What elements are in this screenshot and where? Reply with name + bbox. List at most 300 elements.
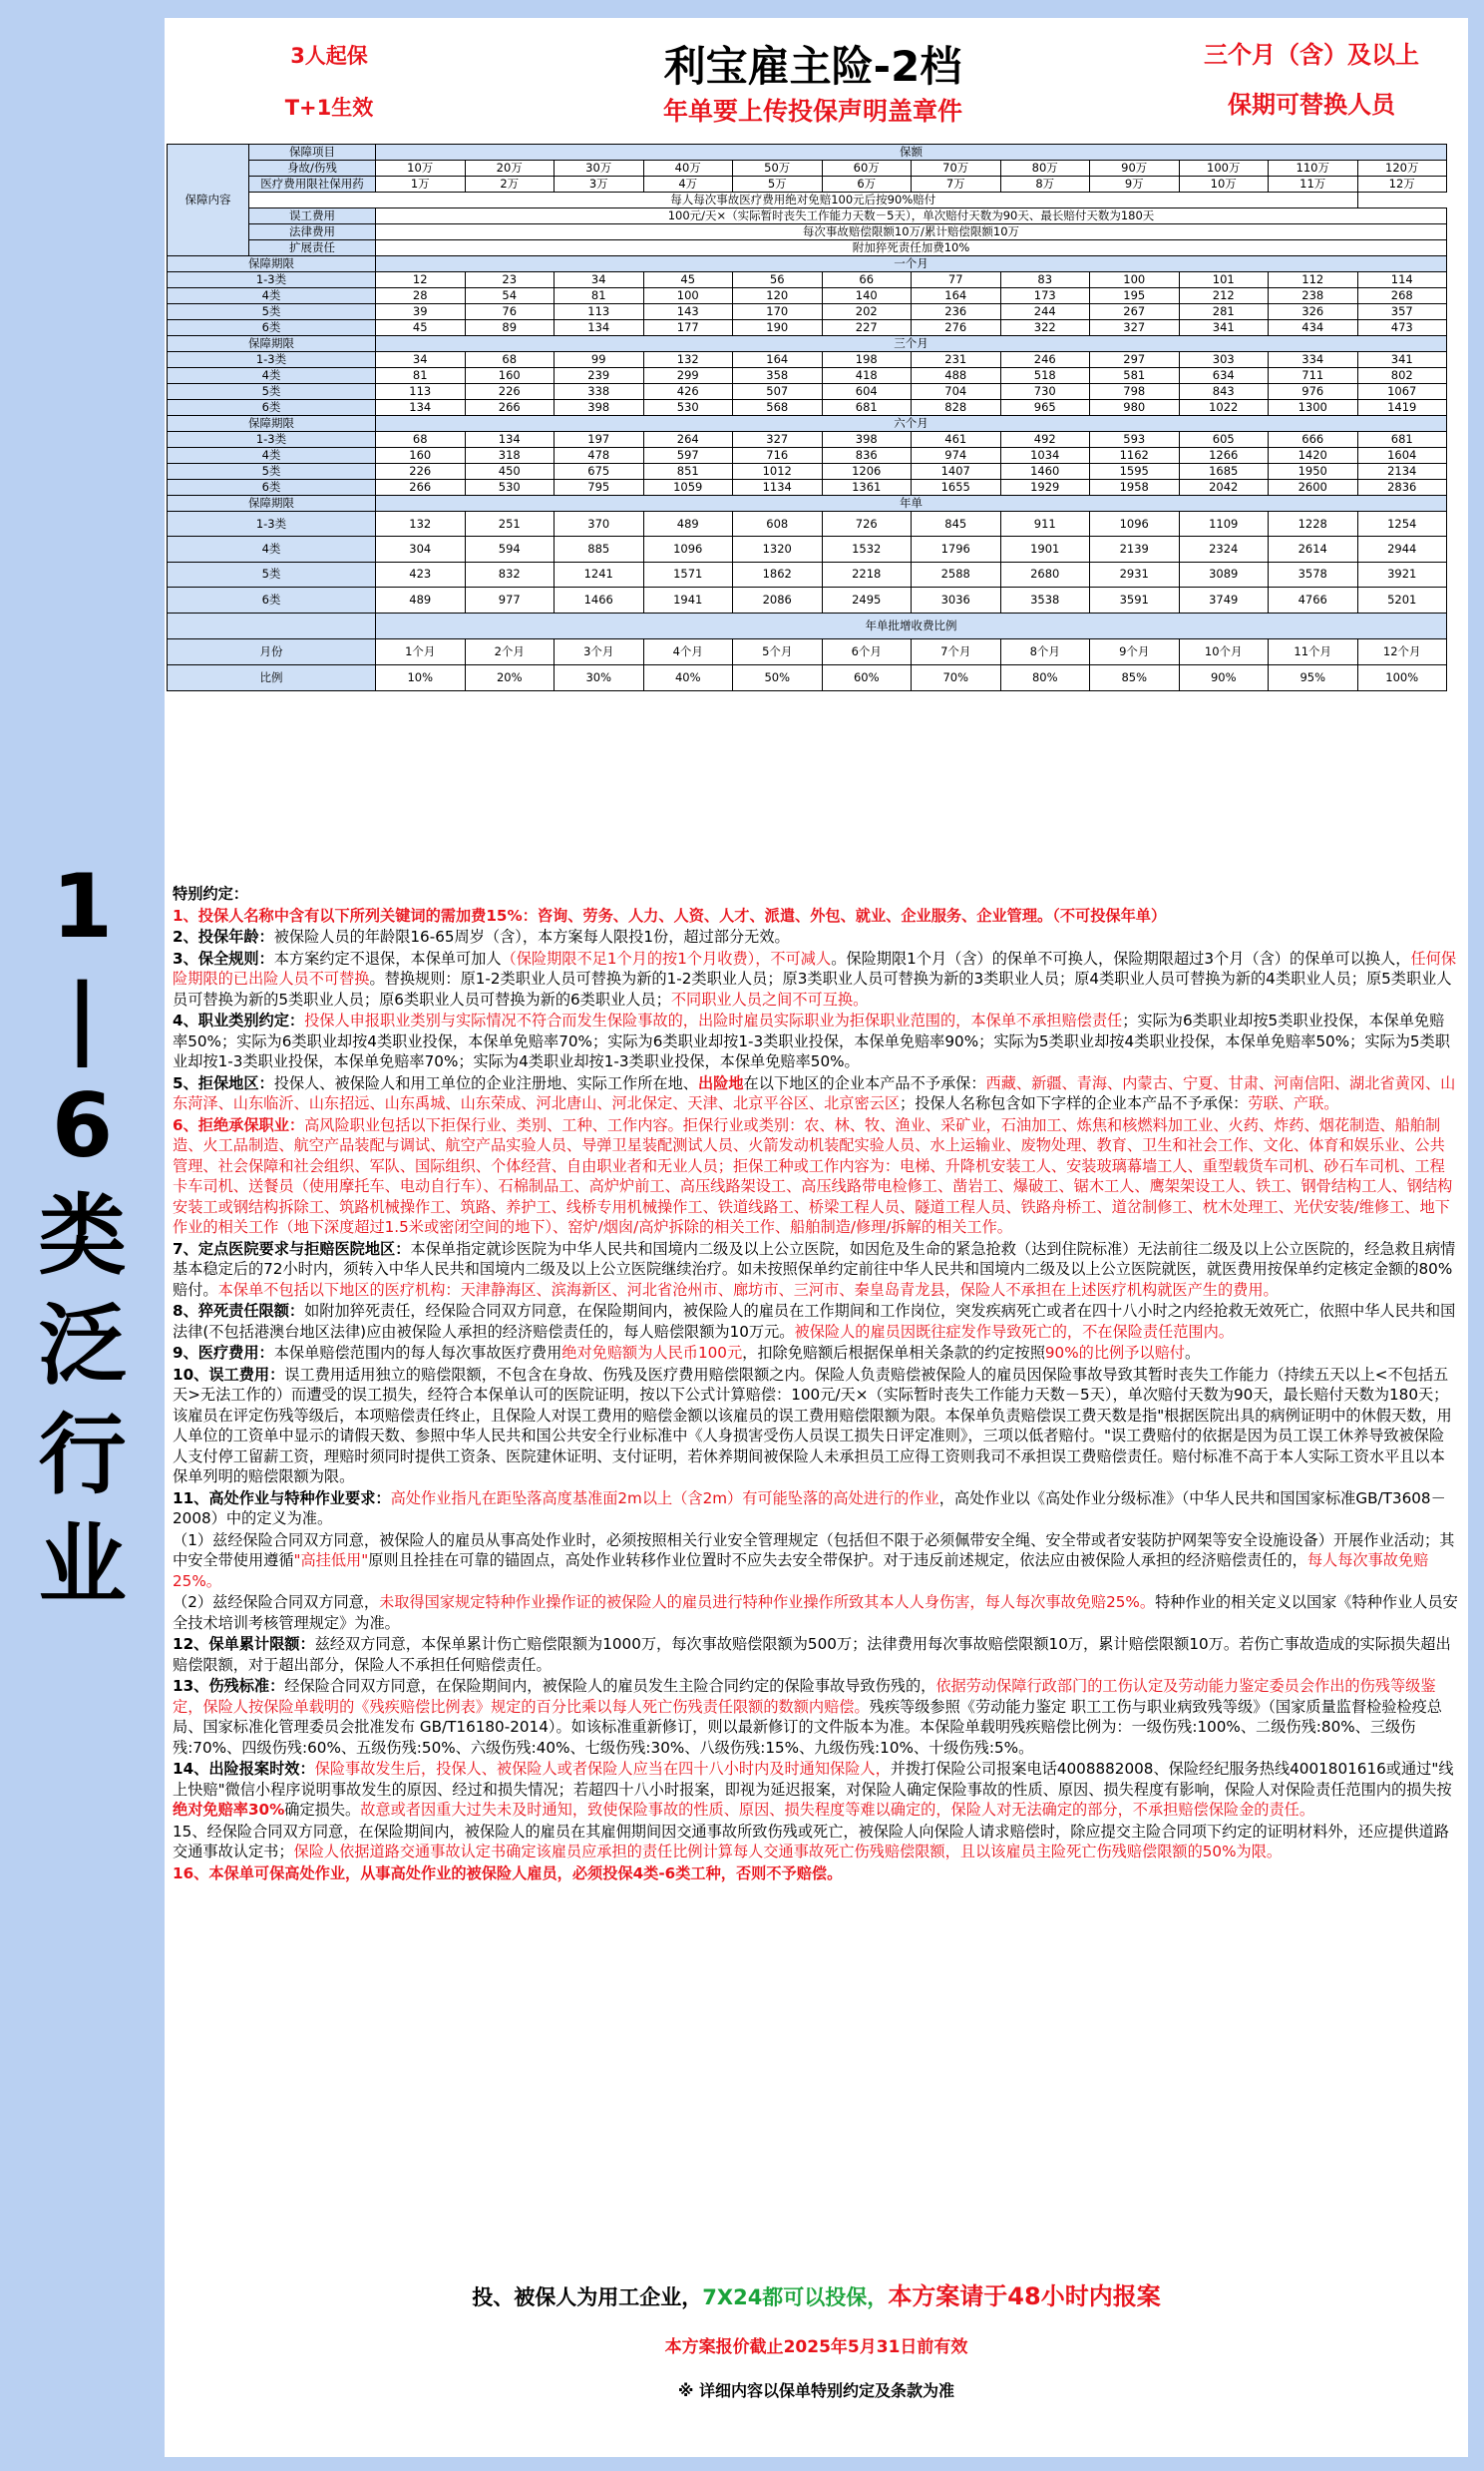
premium-cell: 276 [912, 320, 1001, 336]
premium-cell: 226 [376, 464, 466, 480]
premium-row [168, 272, 1447, 288]
premium-cell: 76 [465, 304, 555, 320]
premium-cell: 2139 [1090, 537, 1180, 562]
premium-cell: 177 [643, 320, 733, 336]
note-8: 8、猝死责任限额：如附加猝死责任，经保险合同双方同意，在保险期间内，被保险人的雇员在工作期间和工作岗位，突发疾病死亡或者在四十八小时之内经抢救无效死亡，依照中华人民共和国法律(不包括港澳台地区法律)应由被保险人承担的经济赔偿责任的，每人赔偿限额为10万元。被保险人的雇员因既往症发作导致死亡的，不在保险责任范围内。 [173, 1302, 1456, 1341]
premium-cell: 2495 [822, 588, 912, 613]
premium-cell: 1466 [555, 588, 644, 613]
premium-cell: 2218 [822, 562, 912, 587]
table-cell: 100元/天×（实际暂时丧失工作能力天数－5天），单次赔付天数为90天、最长赔付天数为180天 [376, 208, 1447, 224]
page-subtitle: 年单要上传投保声明盖章件 [662, 97, 962, 126]
side-title-char: 1 [51, 854, 114, 958]
header-right-notes [1162, 30, 1461, 130]
table-cell: 12万 [1357, 177, 1447, 193]
premium-row [168, 304, 1447, 320]
premium-cell: 2680 [1000, 562, 1090, 587]
premium-cell: 1460 [1000, 464, 1090, 480]
premium-cell: 357 [1357, 304, 1447, 320]
premium-cell: 227 [822, 320, 912, 336]
premium-cell: 704 [912, 384, 1001, 400]
premium-cell: 450 [465, 464, 555, 480]
premium-row [168, 448, 1447, 464]
premium-cell: 160 [465, 368, 555, 384]
premium-cell: 322 [1000, 320, 1090, 336]
premium-cell: 4766 [1269, 588, 1358, 613]
premium-cell: 711 [1269, 368, 1358, 384]
premium-cell: 304 [376, 537, 466, 562]
row-label: 扩展责任 [249, 240, 376, 256]
premium-cell: 798 [1090, 384, 1180, 400]
premium-cell: 160 [376, 448, 466, 464]
premium-cell: 112 [1269, 272, 1358, 288]
occupation-class: 1-3类 [168, 352, 376, 368]
month-cell: 6个月 [822, 638, 912, 664]
premium-cell: 202 [822, 304, 912, 320]
premium-cell: 113 [376, 384, 466, 400]
premium-cell: 604 [822, 384, 912, 400]
ratio-cell: 85% [1090, 664, 1180, 690]
premium-row [168, 537, 1447, 562]
premium-cell: 2836 [1357, 480, 1447, 496]
header-left-notes [254, 30, 404, 134]
premium-cell: 281 [1179, 304, 1269, 320]
premium-cell: 3538 [1000, 588, 1090, 613]
premium-cell: 68 [376, 432, 466, 448]
premium-cell: 3578 [1269, 562, 1358, 587]
sheet-header [165, 18, 1468, 146]
premium-cell: 1067 [1357, 384, 1447, 400]
premium-cell: 681 [822, 400, 912, 416]
premium-cell: 1604 [1357, 448, 1447, 464]
premium-cell: 398 [822, 432, 912, 448]
premium-cell: 236 [912, 304, 1001, 320]
note-10: 10、误工费用：误工费用适用独立的赔偿限额，不包含在身故、伤残及医疗费用赔偿限额之内。保险人负责赔偿被保险人的雇员因保险事故导致其暂时丧失工作能力（持续五天以上<不包括五天>无法工作的）而遭受的误工损失，经符合本保单认可的医院证明，按以下公式计算赔偿：100元/天×（实际暂时丧失工作能力天数－5天），单次赔付天数为90天，最长赔付天数为180天；该雇员在评定伤残等级后，本项赔偿责任终止，且保险人对误工费用的赔偿金额以该雇员的误工费用赔偿限额为限。本保单负责赔偿误工费天数是指"根据医院出具的病例证明中的休假天数，用人单位的工资单中显示的请假天数、参照中华人民共和国公共安全行业标准中《人身损害受伤人员误工损失日评定准则》，三项以低者赔付。"误工费赔付的依据是因为员工误工休养导致被保险人支付停工留薪工资，理赔时须同时提供工资条、医院建休证明、支付证明，若休养期间被保险人未承担员工应得工资则我司不承担误工费赔偿责任。赔付标准不高于本人实际工资水平且以本保单列明的赔偿限额为限。 [173, 1365, 1452, 1485]
premium-cell: 1096 [1090, 512, 1180, 537]
premium-cell: 1901 [1000, 537, 1090, 562]
premium-cell: 83 [1000, 272, 1090, 288]
premium-cell: 68 [465, 352, 555, 368]
ratio-row [168, 664, 1447, 690]
table-row [168, 193, 1447, 208]
occupation-class: 5类 [168, 562, 376, 587]
premium-cell: 1254 [1357, 512, 1447, 537]
table-cell: 8万 [1000, 177, 1090, 193]
premium-cell: 268 [1357, 288, 1447, 304]
month-cell: 3个月 [555, 638, 644, 664]
premium-row [168, 588, 1447, 613]
premium-cell: 1407 [912, 464, 1001, 480]
table-cell: 9万 [1090, 177, 1180, 193]
occupation-class: 5类 [168, 304, 376, 320]
ratio-label: 比例 [168, 664, 376, 690]
month-cell: 8个月 [1000, 638, 1090, 664]
period-label: 保障期限 [168, 416, 376, 432]
premium-cell: 318 [465, 448, 555, 464]
premium-row [168, 384, 1447, 400]
premium-cell: 1206 [822, 464, 912, 480]
table-cell: 70万 [912, 161, 1001, 177]
premium-row [168, 432, 1447, 448]
premium-cell: 568 [733, 400, 823, 416]
premium-cell: 1862 [733, 562, 823, 587]
premium-cell: 398 [555, 400, 644, 416]
premium-cell: 56 [733, 272, 823, 288]
table-cell: 100万 [1179, 161, 1269, 177]
premium-cell: 34 [376, 352, 466, 368]
note-11-2: （2）兹经保险合同双方同意，未取得国家规定特种作业操作证的被保险人的雇员进行特种作业操作所致其本人人身伤害，每人每次事故免赔25%。特种作业的相关定义以国家《特种作业人员安全技术培训考核管理规定》为准。 [173, 1593, 1458, 1632]
occupation-class: 4类 [168, 368, 376, 384]
premium-cell: 1655 [912, 480, 1001, 496]
side-title-char: 类 [38, 1183, 127, 1287]
month-cell: 5个月 [733, 638, 823, 664]
sum-header: 保额 [376, 145, 1447, 161]
premium-cell: 795 [555, 480, 644, 496]
premium-cell: 885 [555, 537, 644, 562]
premium-cell: 716 [733, 448, 823, 464]
premium-cell: 1162 [1090, 448, 1180, 464]
table-cell: 2万 [465, 177, 555, 193]
premium-cell: 1571 [643, 562, 733, 587]
table-cell: 4万 [643, 177, 733, 193]
premium-cell: 2086 [733, 588, 823, 613]
premium-cell: 1532 [822, 537, 912, 562]
premium-cell: 2931 [1090, 562, 1180, 587]
premium-cell: 334 [1269, 352, 1358, 368]
premium-cell: 911 [1000, 512, 1090, 537]
ratio-cell: 100% [1357, 664, 1447, 690]
premium-cell: 238 [1269, 288, 1358, 304]
premium-cell: 12 [376, 272, 466, 288]
note-5: 5、拒保地区：投保人、被保险人和用工单位的企业注册地、实际工作所在地、出险地在以下地区的企业本产品不予承保：西藏、新疆、青海、内蒙古、宁夏、甘肃、河南信阳、湖北省黄冈、山东菏泽、山东临沂、山东招远、山东禹城、山东荣成、河北唐山、河北保定、天津、北京平谷区、北京密云区；投保人名称包含如下字样的企业本产品不予承保：劳联、产联。 [173, 1073, 1456, 1112]
premium-cell: 851 [643, 464, 733, 480]
month-cell: 7个月 [912, 638, 1001, 664]
table-row [168, 145, 1447, 161]
side-title-char: | [66, 964, 99, 1067]
premium-cell: 1950 [1269, 464, 1358, 480]
premium-row [168, 480, 1447, 496]
table-cell: 每人每次事故医疗费用绝对免赔100元后按90%赔付 [249, 193, 1358, 208]
side-title-char: 业 [38, 1512, 127, 1616]
premium-cell: 1958 [1090, 480, 1180, 496]
premium-cell: 608 [733, 512, 823, 537]
month-cell: 1个月 [376, 638, 466, 664]
premium-cell: 473 [1357, 320, 1447, 336]
premium-cell: 730 [1000, 384, 1090, 400]
premium-cell: 594 [465, 537, 555, 562]
period-header-row [168, 336, 1447, 352]
min-insured-note: 3人起保 [290, 44, 368, 68]
premium-cell: 54 [465, 288, 555, 304]
table-row [168, 208, 1447, 224]
premium-cell: 681 [1357, 432, 1447, 448]
premium-cell: 1929 [1000, 480, 1090, 496]
premium-cell: 244 [1000, 304, 1090, 320]
premium-cell: 2134 [1357, 464, 1447, 480]
premium-cell: 976 [1269, 384, 1358, 400]
occupation-class: 1-3类 [168, 432, 376, 448]
ratio-title-row [168, 613, 1447, 638]
premium-cell: 297 [1090, 352, 1180, 368]
period-header-row [168, 496, 1447, 512]
premium-row [168, 352, 1447, 368]
premium-cell: 726 [822, 512, 912, 537]
premium-cell: 605 [1179, 432, 1269, 448]
row-label: 医疗费用限社保用药 [249, 177, 376, 193]
premium-cell: 338 [555, 384, 644, 400]
premium-cell: 518 [1000, 368, 1090, 384]
premium-cell: 489 [643, 512, 733, 537]
table-cell: 11万 [1269, 177, 1358, 193]
premium-cell: 101 [1179, 272, 1269, 288]
ratio-cell: 80% [1000, 664, 1090, 690]
premium-cell: 164 [912, 288, 1001, 304]
ratio-cell: 50% [733, 664, 823, 690]
special-agreements [173, 884, 1459, 1884]
premium-cell: 488 [912, 368, 1001, 384]
premium-cell: 3089 [1179, 562, 1269, 587]
occupation-class: 5类 [168, 464, 376, 480]
premium-cell: 965 [1000, 400, 1090, 416]
note-1: 1、投保人名称中含有以下所列关键词的需加费15%：咨询、劳务、人力、人资、人才、派遣、外包、就业、企业服务、企业管理。（不可投保年单） [173, 906, 1167, 925]
premium-cell: 2042 [1179, 480, 1269, 496]
ratio-cell: 70% [912, 664, 1001, 690]
premium-cell: 1059 [643, 480, 733, 496]
table-cell: 10万 [1179, 177, 1269, 193]
premium-cell: 45 [643, 272, 733, 288]
occupation-class: 6类 [168, 588, 376, 613]
premium-cell: 581 [1090, 368, 1180, 384]
premium-cell: 66 [822, 272, 912, 288]
premium-table [167, 144, 1447, 691]
premium-cell: 134 [465, 432, 555, 448]
table-cell: 40万 [643, 161, 733, 177]
note-16: 16、本保单可保高处作业，从事高处作业的被保险人雇员，必须投保4类-6类工种，否则不予赔偿。 [173, 1863, 843, 1882]
period-label: 保障期限 [168, 496, 376, 512]
premium-row [168, 464, 1447, 480]
premium-cell: 980 [1090, 400, 1180, 416]
period-header-row [168, 416, 1447, 432]
premium-cell: 802 [1357, 368, 1447, 384]
premium-cell: 99 [555, 352, 644, 368]
table-row [168, 161, 1447, 177]
occupation-class: 4类 [168, 448, 376, 464]
premium-cell: 1419 [1357, 400, 1447, 416]
premium-cell: 5201 [1357, 588, 1447, 613]
premium-cell: 267 [1090, 304, 1180, 320]
note-11-1: （1）兹经保险合同双方同意，被保险人的雇员从事高处作业时，必须按照相关行业安全管理规定（包括但不限于必须佩带安全绳、安全带或者安装防护网架等安全设施设备）开展作业活动；其中安全带使用遵循"高挂低用"原则且拴挂在可靠的锚固点，高处作业转移作业位置时不应失去安全带保护。对于违反前述规定，依法应由被保险人承担的经济赔偿责任的，每人每次事故免赔25%。 [173, 1530, 1455, 1590]
effective-date-note: T+1生效 [284, 96, 374, 120]
premium-cell: 341 [1179, 320, 1269, 336]
premium-cell: 666 [1269, 432, 1358, 448]
ratio-cell: 30% [555, 664, 644, 690]
table-cell: 80万 [1000, 161, 1090, 177]
premium-cell: 489 [376, 588, 466, 613]
premium-cell: 1300 [1269, 400, 1358, 416]
premium-cell: 3591 [1090, 588, 1180, 613]
premium-row [168, 320, 1447, 336]
table-cell: 5万 [733, 177, 823, 193]
premium-cell: 426 [643, 384, 733, 400]
premium-cell: 134 [555, 320, 644, 336]
premium-cell: 120 [733, 288, 823, 304]
note-12: 12、保单累计限额：兹经双方同意，本保单累计伤亡赔偿限额为1000万，每次事故赔偿限额为500万；法律费用每次事故赔偿限额10万，累计赔偿限额10万。若伤亡事故造成的实际损失超出赔偿限额，对于超出部分，保险人不承担任何赔偿责任。 [173, 1635, 1451, 1674]
premium-cell: 1096 [643, 537, 733, 562]
month-cell: 4个月 [643, 638, 733, 664]
table-cell: 1万 [376, 177, 466, 193]
table-cell: 10万 [376, 161, 466, 177]
ratio-cell: 95% [1269, 664, 1358, 690]
header-center [563, 40, 1062, 130]
premium-cell: 197 [555, 432, 644, 448]
premium-cell: 134 [376, 400, 466, 416]
premium-row [168, 512, 1447, 537]
premium-cell: 1685 [1179, 464, 1269, 480]
premium-cell: 226 [465, 384, 555, 400]
period-name: 一个月 [376, 256, 1447, 272]
table-cell: 每次事故赔偿限额10万/累计赔偿限额10万 [376, 224, 1447, 240]
premium-cell: 832 [465, 562, 555, 587]
occupation-class: 4类 [168, 288, 376, 304]
table-cell: 120万 [1357, 161, 1447, 177]
premium-cell: 114 [1357, 272, 1447, 288]
ratio-cell: 40% [643, 664, 733, 690]
premium-cell: 45 [376, 320, 466, 336]
replace-staff-note: 保期可替换人员 [1228, 91, 1395, 119]
footer-disclaimer: ※ 详细内容以保单特别约定及条款为准 [677, 2381, 955, 2400]
side-title-char: 6 [51, 1073, 114, 1177]
note-9: 9、医疗费用：本保单赔偿范围内的每人每次事故医疗费用绝对免赔额为人民币100元，扣除免赔额后根据保单相关条款的约定按照90%的比例予以赔付。 [173, 1344, 1201, 1362]
premium-row [168, 562, 1447, 587]
premium-cell: 170 [733, 304, 823, 320]
occupation-class: 6类 [168, 400, 376, 416]
period-name: 三个月 [376, 336, 1447, 352]
months-row [168, 638, 1447, 664]
occupation-class: 6类 [168, 480, 376, 496]
ratio-cell: 90% [1179, 664, 1269, 690]
occupation-class: 1-3类 [168, 272, 376, 288]
table-cell: 90万 [1090, 161, 1180, 177]
note-4: 4、职业类别约定：投保人申报职业类别与实际情况不符合而发生保险事故的，出险时雇员实际职业为拒保职业范围的，本保单不承担赔偿责任；实际为6类职业却按5类职业投保，本保单免赔率50%；实际为6类职业却按4类职业投保，本保单免赔率70%；实际为6类职业却按1-3类职业投保，本保单免赔率90%；实际为5类职业却按4类职业投保，本保单免赔率50%；实际为5类职业却按1-3类职业投保，本保单免赔率70%；实际为4类职业却按1-3类职业投保，本保单免赔率50%。 [173, 1012, 1450, 1070]
premium-cell: 299 [643, 368, 733, 384]
premium-cell: 132 [643, 352, 733, 368]
occupation-class: 5类 [168, 384, 376, 400]
premium-cell: 326 [1269, 304, 1358, 320]
occupation-class: 6类 [168, 320, 376, 336]
row-label: 误工费用 [249, 208, 376, 224]
premium-cell: 478 [555, 448, 644, 464]
premium-cell: 246 [1000, 352, 1090, 368]
premium-cell: 190 [733, 320, 823, 336]
side-title-char: 泛 [38, 1293, 127, 1397]
premium-cell: 2600 [1269, 480, 1358, 496]
premium-cell: 3921 [1357, 562, 1447, 587]
premium-cell: 239 [555, 368, 644, 384]
table-row [168, 240, 1447, 256]
premium-cell: 2588 [912, 562, 1001, 587]
premium-cell: 2614 [1269, 537, 1358, 562]
period-label: 保障期限 [168, 256, 376, 272]
premium-cell: 843 [1179, 384, 1269, 400]
premium-cell: 492 [1000, 432, 1090, 448]
premium-cell: 251 [465, 512, 555, 537]
premium-cell: 434 [1269, 320, 1358, 336]
premium-cell: 2324 [1179, 537, 1269, 562]
premium-cell: 845 [912, 512, 1001, 537]
table-row [168, 224, 1447, 240]
side-vertical-title [0, 0, 165, 2471]
blank-cell [168, 613, 376, 638]
ratio-cell: 20% [465, 664, 555, 690]
occupation-class: 4类 [168, 537, 376, 562]
premium-row [168, 368, 1447, 384]
premium-cell: 461 [912, 432, 1001, 448]
footer-validity: 本方案报价截止2025年5月31日前有效 [664, 2337, 968, 2357]
period-name: 年单 [376, 496, 1447, 512]
premium-cell: 530 [465, 480, 555, 496]
note-15: 15、经保险合同双方同意，在保险期间内，被保险人的雇员在其雇佣期间因交通事故所致伤残或死亡，被保险人向保险人请求赔偿时，除应提交主险合同项下约定的证明材料外，还应提供道路交通事故认定书；保险人依据道路交通事故认定书确定该雇员应承担的责任比例计算每人交通事故死亡伤残赔偿限额，且以该雇员主险死亡伤残赔偿限额的50%为限。 [173, 1822, 1449, 1860]
note-2: 2、投保年龄：被保险人员的年龄限16-65周岁（含），本方案每人限投1份，超过部分无效。 [173, 928, 790, 946]
block-label: 保障内容 [168, 145, 249, 256]
premium-row [168, 400, 1447, 416]
premium-cell: 370 [555, 512, 644, 537]
premium-cell: 212 [1179, 288, 1269, 304]
month-cell: 2个月 [465, 638, 555, 664]
premium-cell: 1266 [1179, 448, 1269, 464]
premium-cell: 593 [1090, 432, 1180, 448]
premium-cell: 634 [1179, 368, 1269, 384]
premium-cell: 143 [643, 304, 733, 320]
premium-cell: 100 [643, 288, 733, 304]
premium-cell: 828 [912, 400, 1001, 416]
premium-cell: 1320 [733, 537, 823, 562]
table-cell: 7万 [912, 177, 1001, 193]
note-7: 7、定点医院要求与拒赔医院地区：本保单指定就诊医院为中华人民共和国境内二级及以上公立医院，如因危及生命的紧急抢救（达到住院标准）无法前往二级及以上公立医院的，经急救且病情基本稳定后的72小时内，须转入中华人民共和国境内二级及以上公立医院继续治疗。如未按照保单约定前往中华人民共和国境内二级及以上公立医院就医，就医费用按保单约定核定金额的80%赔付。本保单不包括以下地区的医疗机构：天津静海区、滨海新区、河北省沧州市、廊坊市、三河市、秦皇岛青龙县，保险人不承担在上述医疗机构就医产生的费用。 [173, 1239, 1456, 1299]
premium-cell: 974 [912, 448, 1001, 464]
premium-cell: 23 [465, 272, 555, 288]
table-row [168, 177, 1447, 193]
footer [165, 2272, 1468, 2413]
premium-cell: 358 [733, 368, 823, 384]
month-cell: 10个月 [1179, 638, 1269, 664]
premium-cell: 675 [555, 464, 644, 480]
month-cell: 12个月 [1357, 638, 1447, 664]
side-title-char: 行 [38, 1403, 127, 1506]
premium-cell: 164 [733, 352, 823, 368]
premium-cell: 89 [465, 320, 555, 336]
note-6: 6、拒绝承保职业：高风险职业包括以下拒保行业、类别、工种、工作内容。拒保行业或类别：农、林、牧、渔业、采矿业，石油加工、炼焦和核燃料加工业、火药、炸药、烟花制造、船舶制造、火工品制造、航空产品装配与调试、航空产品实验人员、导弹卫星装配测试人员、火箭发动机装配实验人员、水上运输业、废物处理、教育、卫生和社会工作、文化、体育和娱乐业、公共管理、社会保障和社会组织、军队、国际组织、个体经营、自由职业者和无业人员；拒保工种或工作内容为：电梯、升降机安装工人、安装玻璃幕墙工人、重型载货车司机、砂石车司机、工程卡车司机、送餐员（使用摩托车、电动自行车）、石棉制品工、高炉炉前工、高压线路架设工、高压线路带电检修工、凿岩工、爆破工、锯木工人、鹰架架设工人、铁工、钢骨结构工人、钢结构安装工或钢结构拆除工、筑路机械操作工、筑路、养护工、线桥专用机械操作工、铁道线路工、桥梁工程人员、隧道工程人员、铁路舟桥工、道岔制修工、枕木处理工、光伏安装/维修工、地下作业的相关工作（地下深度超过1.5米或密闭空间的地下）、窑炉/烟囱/高炉拆除的相关工作、船舶制造/修理/拆解的相关工作。 [173, 1115, 1453, 1236]
month-cell: 9个月 [1090, 638, 1180, 664]
table-cell: 110万 [1269, 161, 1358, 177]
premium-cell: 1796 [912, 537, 1001, 562]
premium-cell: 264 [643, 432, 733, 448]
month-cell: 11个月 [1269, 638, 1358, 664]
premium-cell: 39 [376, 304, 466, 320]
premium-cell: 1420 [1269, 448, 1358, 464]
premium-cell: 140 [822, 288, 912, 304]
premium-cell: 1228 [1269, 512, 1358, 537]
premium-cell: 327 [733, 432, 823, 448]
plan-sheet [165, 18, 1468, 2457]
premium-cell: 1941 [643, 588, 733, 613]
premium-cell: 507 [733, 384, 823, 400]
premium-row [168, 288, 1447, 304]
premium-cell: 977 [465, 588, 555, 613]
premium-cell: 81 [376, 368, 466, 384]
ratio-cell: 10% [376, 664, 466, 690]
premium-cell: 34 [555, 272, 644, 288]
period-header-row [168, 256, 1447, 272]
table-cell: 30万 [555, 161, 644, 177]
